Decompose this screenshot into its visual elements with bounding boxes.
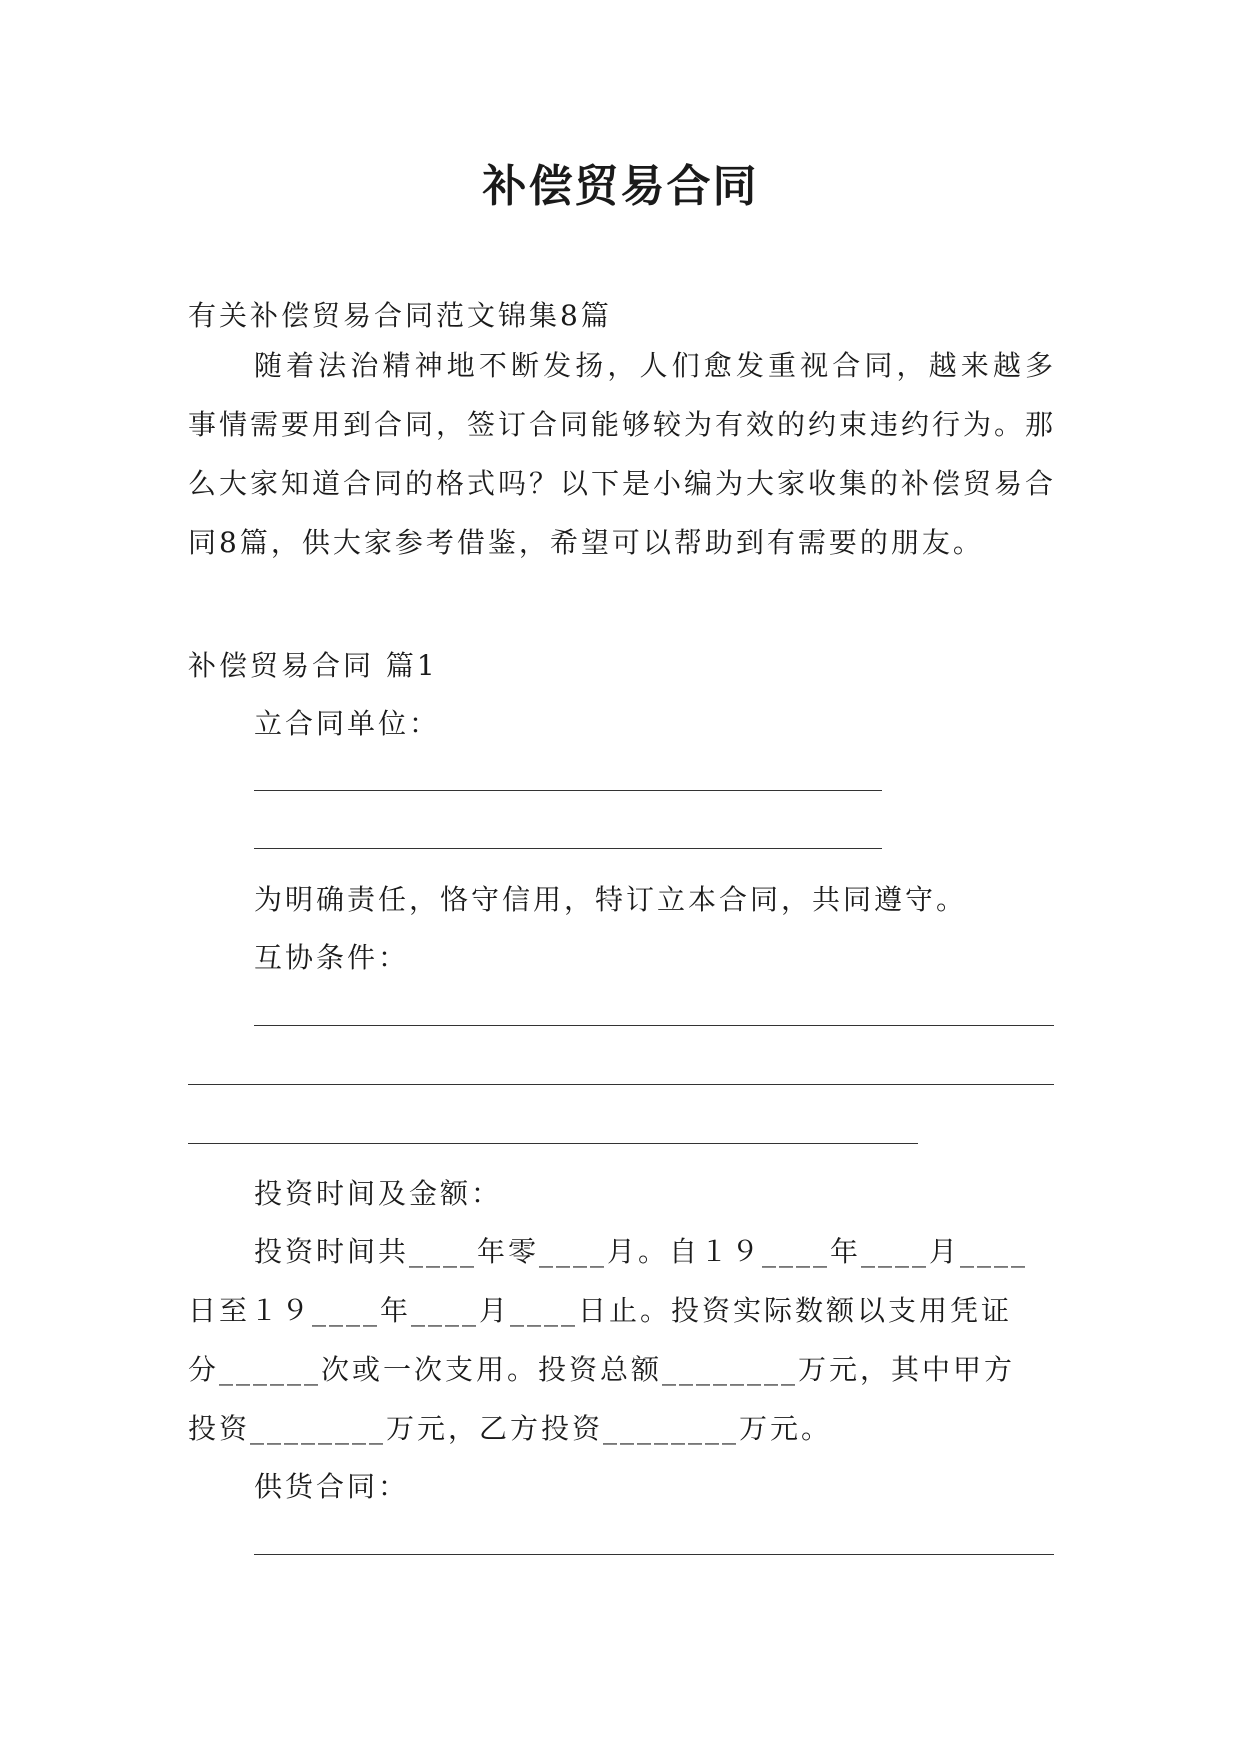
fill-line: [254, 790, 882, 791]
investment-text: 投资时间共____年零____月。自１９____年____月____: [254, 1235, 1029, 1268]
supply-label: 供货合同：: [254, 1470, 410, 1503]
investment-text: 分______次或一次支用。投资总额________万元，其中甲方: [188, 1353, 1016, 1386]
investment-label: 投资时间及金额：: [254, 1177, 503, 1210]
fill-line: [254, 1025, 1054, 1026]
fill-line: [188, 1084, 1054, 1085]
fill-line: [254, 1554, 1054, 1555]
parties-label: 立合同单位：: [254, 707, 441, 740]
fill-line: [254, 848, 882, 849]
purpose-text: 为明确责任，恪守信用，特订立本合同，共同遵守。: [254, 883, 968, 916]
fill-line: [188, 1143, 918, 1144]
investment-text: 投资________万元，乙方投资________万元。: [188, 1412, 833, 1445]
document-title: 补偿贸易合同: [482, 161, 759, 212]
section-heading: 补偿贸易合同 篇1: [188, 649, 438, 682]
document-subtitle: 有关补偿贸易合同范文锦集8篇: [188, 299, 612, 332]
intro-paragraph: 随着法治精神地不断发扬，人们愈发重视合同，越来越多事情需要用到合同，签订合同能够较为有效的约束违约行为。那么大家知道合同的格式吗？以下是小编为大家收集的补偿贸易合同8篇，供大家参考借鉴，希望可以帮助到有需要的朋友。: [188, 349, 1057, 559]
investment-text: 日至１９____年____月____日止。投资实际数额以支用凭证: [188, 1294, 1013, 1327]
cooperation-label: 互协条件：: [254, 941, 410, 974]
